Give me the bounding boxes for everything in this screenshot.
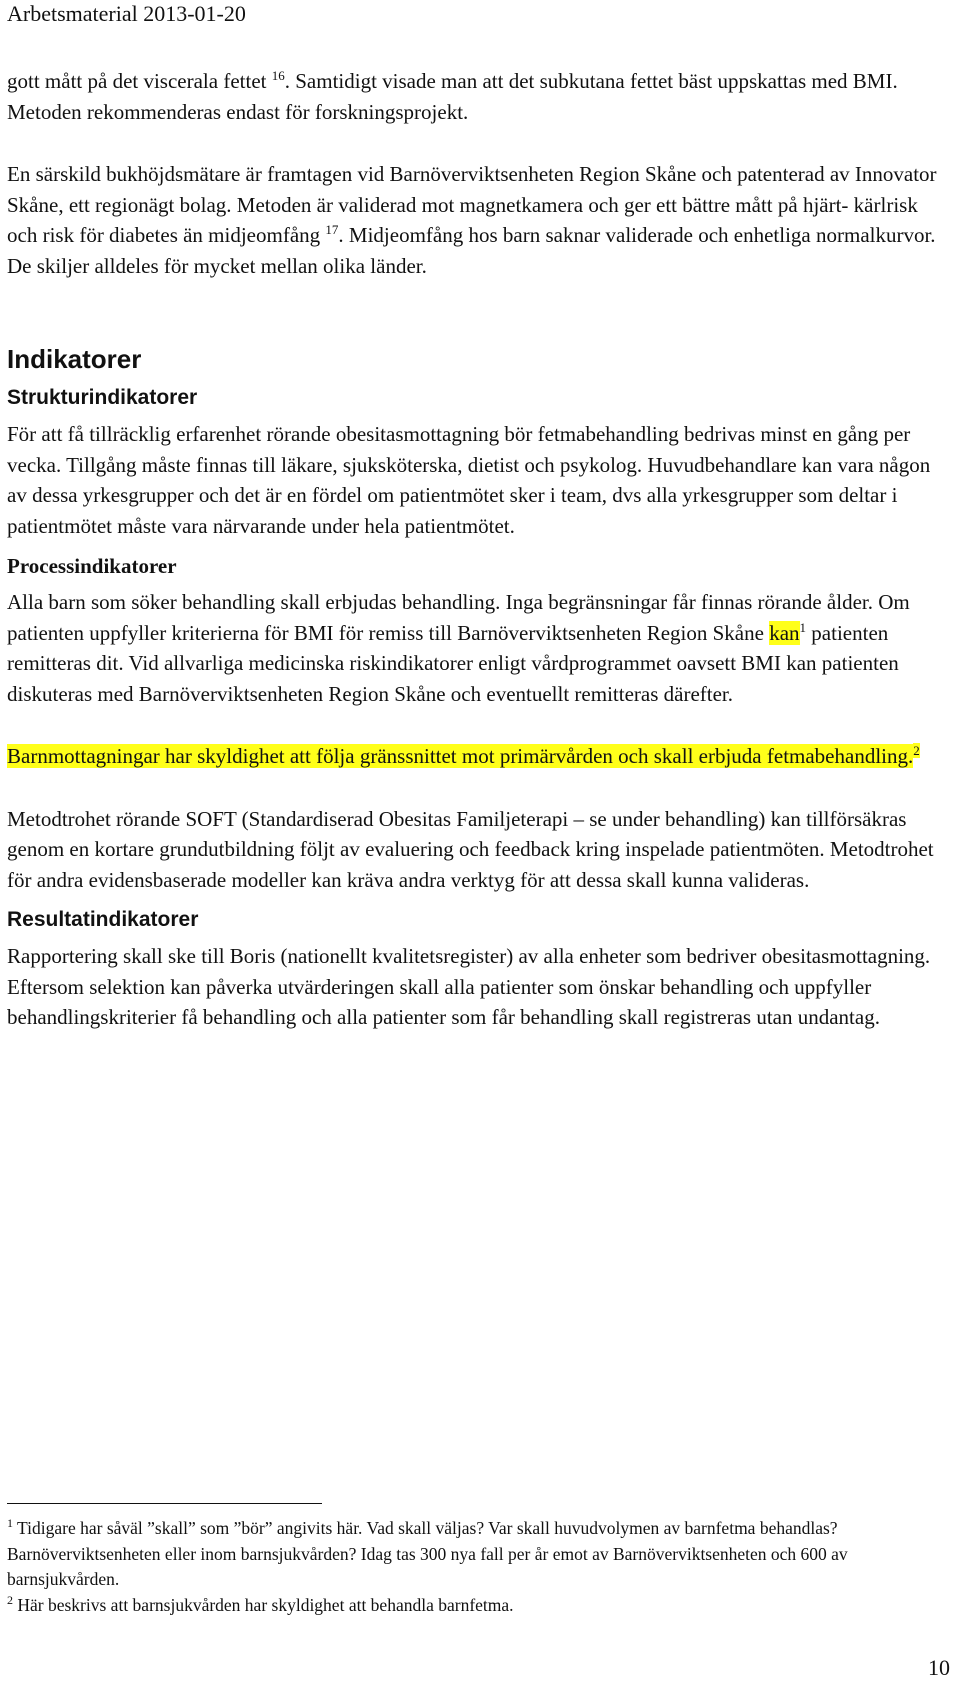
- footnote-separator: [7, 1503, 322, 1504]
- paragraph-bukhojdsmatare: En särskild bukhöjdsmätare är framtagen vid Barnöverviktsenheten Region Skåne och patenterad av Innovator Skåne, ett regionägt bolag. Metoden är validerad mot magnetkamera och ger ett bättre mått på hjärt- kärlrisk och risk för diabetes än midjeomfång $^{17}$. Midjeomfång hos barn saknar validerade och enhetliga normalkurvor. De skiljer alldeles för mycket mellan olika länder.: [7, 162, 937, 278]
- paragraph-resultat: Rapportering skall ske till Boris (nationellt kvalitetsregister) av alla enheter som bedriver obesitasmottagning. Eftersom selektion kan påverka utvärderingen skall alla patienter som önskar behandling och uppfyller behandlingskriterier få behandling och alla patienter som får behandling skall registreras utan undantag.: [7, 944, 931, 1029]
- footnote-2: $^2$ Här beskrivs att barnsjukvården har skyldighet att behandla barnfetma.: [7, 1592, 514, 1615]
- highlighted-word-kan: kan: [769, 620, 800, 645]
- heading-processindikatorer: Processindikatorer: [7, 554, 177, 578]
- heading-indikatorer: Indikatorer: [7, 344, 142, 374]
- footnote-ref-1[interactable]: 1: [799, 619, 807, 635]
- document-body: [7, 66, 952, 1033]
- citation-16: 16: [271, 68, 285, 83]
- heading-resultatindikatorer: Resultatindikatorer: [7, 908, 199, 931]
- footnotes: [7, 1516, 952, 1618]
- footnote-1: $^1$ Tidigare har såväl ”skall” som ”bör” angivits här. Vad skall väljas? Var skall huvudvolymen av barnfetma behandlas? Barnöverviktsenheten eller inom barnsjukvården? Idag tas 300 nya fall per år emot av Barnöverviktsenheten och 600 av barnsjukvården.: [7, 1516, 848, 1589]
- paragraph-struktur: För att få tillräcklig erfarenhet rörande obesitasmottagning bör fetmabehandling bedrivas minst en gång per vecka. Tillgång måste finnas till läkare, sjuksköterska, dietist och psykolog. Huvudbehandlare kan vara någon av dessa yrkesgrupper och det är en fördel om patientmötet sker i team, dvs alla yrkesgrupper som deltar i patientmötet måste vara närvarande under hela patientmötet.: [7, 422, 931, 538]
- paragraph-metodtrohet: Metodtrohet rörande SOFT (Standardiserad Obesitas Familjeterapi – se under behandling) kan tillförsäkras genom en kortare grundutbildning följt av evaluering och feedback kring inspelade patientmöten. Metodtrohet för andra evidensbaserade modeller kan kräva andra verktyg för att dessa skall kunna valideras.: [7, 806, 934, 892]
- paragraph-process: Alla barn som söker behandling skall erbjudas behandling. Inga begränsningar får finnas rörande ålder. Om patienten uppfyller kriterierna för BMI för remiss till Barnöverviktsenheten Region Skåne kan$^1$ patienten remitteras dit. Vid allvarliga medicinska riskindikatorer enligt vårdprogrammet oavsett BMI kan patienten diskuteras med Barnöverviktsenheten Region Skåne och eventuellt remitteras därefter.: [7, 590, 910, 706]
- page-header: Arbetsmaterial 2013-01-20: [7, 1, 246, 26]
- heading-strukturindikatorer: Strukturindikatorer: [7, 386, 198, 409]
- footnote-ref-2[interactable]: 2: [913, 743, 920, 758]
- citation-17: 17: [325, 222, 339, 237]
- page-number: 10: [928, 1655, 950, 1680]
- paragraph-highlighted-barnmottagningar: Barnmottagningar har skyldighet att följa gränssnittet mot primärvården och skall erbjuda fetmabehandling.$^2$: [7, 743, 920, 768]
- paragraph-visceral-fat: gott mått på det viscerala fettet $^{16}$. Samtidigt visade man att det subkutana fettet bäst uppskattas med BMI. Metoden rekommenderas endast för forskningsprojekt.: [7, 68, 898, 124]
